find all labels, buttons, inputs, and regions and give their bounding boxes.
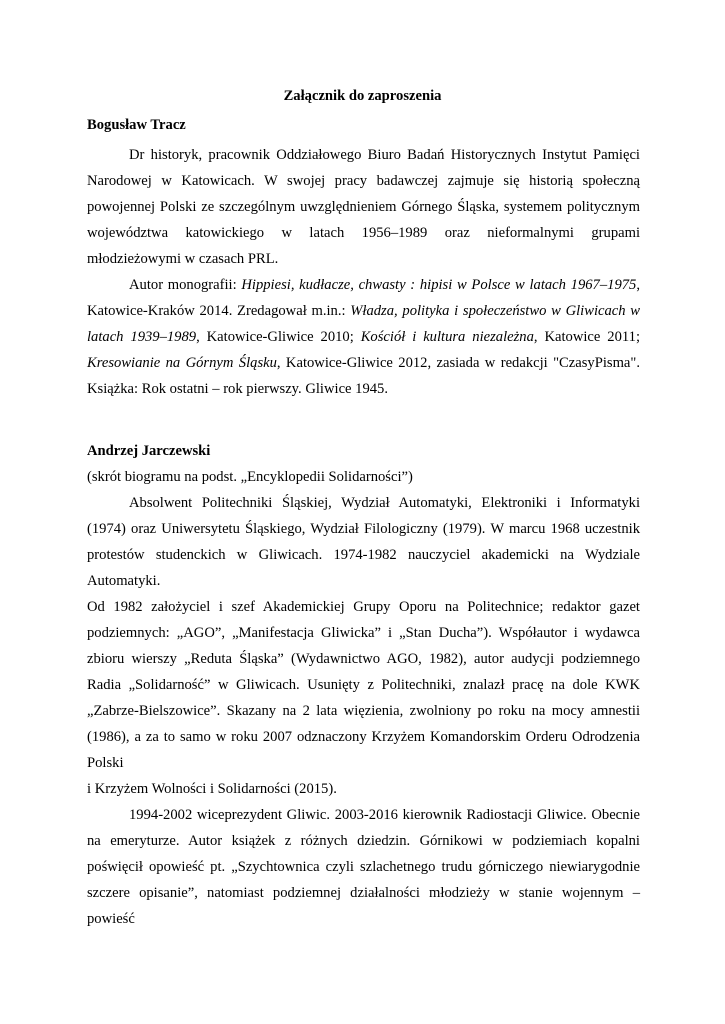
text-run: Autor monografii: [129,277,242,293]
document-title: Załącznik do zaproszenia [283,88,442,104]
bio-paragraph: Dr historyk, pracownik Oddziałowego Biuro Badań Historycznych Instytut Pamięci Narodowej w Katowicach. W swojej pracy badawczej zajmuje się historią społeczną powojennej Polski ze szczególnym uwzględnieniem Górnego Śląska, systemem politycznym województwa katowickiego w latach 1956–1989 oraz nieformalnymi grupami młodzieżowymi w czasach PRL. [87,147,640,267]
person-name: Bogusław Tracz [87,117,186,133]
bio-section-tracz [87,115,640,402]
source-note: (skrót biogramu na podst. „Encyklopedii Solidarności”) [87,469,413,485]
bio-paragraph: 1994-2002 wiceprezydent Gliwic. 2003-2016 kierownik Radiostacji Gliwice. Obecnie na emeryturze. Autor książek z różnych dziedzin. Górnikowi w podziemiach kopalni poświęcił opowieść pt. „Szychtownica czyli szlachetnego trudu górniczego niewiarygodnie szczere opisanie”, natomiast podziemnej działalności młodzieży w stanie wojennym – powieść [87,807,640,927]
book-title: Władza, polityka i społeczeństwo w Gliwicach w latach 1939–1989 [87,303,641,345]
bio-paragraph: Od 1982 założyciel i szef Akademickiej Grupy Oporu na Politechnice; redaktor gazet podziemnych: „AGO”, „Manifestacja Gliwicka” i „Stan Ducha”). Współautor i wydawca zbioru wierszy „Reduta Śląska” (Wydawnictwo AGO, 1982), autor audycji podziemnego Radia „Solidarność” w Gliwicach. Usunięty z Politechniki, znalazł pracę na dole KWK „Zabrze-Bielszowice”. Skazany na 2 lata więzienia, zwolniony po roku na mocy amnestii (1986), a za to samo w roku 2007 odznaczony Krzyżem Komandorskim Orderu Odrodzenia Polski [87,599,640,771]
bio-paragraph: Absolwent Politechniki Śląskiej, Wydział Automatyki, Elektroniki i Informatyki (1974) oraz Uniwersytetu Śląskiego, Wydział Filologiczny (1979). W marcu 1968 uczestnik protestów studenckich w Gliwicach. 1974-1982 nauczyciel akademicki na Wydziale Automatyki. [87,495,640,589]
text-run: , Katowice-Kraków 2014. Zredagował m.in.: [87,277,640,319]
text-run: , Katowice-Gliwice 2010; [196,329,361,345]
bio-section-jarczewski [87,441,640,932]
book-title: Kresowianie na Górnym Śląsku [87,355,277,371]
bio-paragraph: i Krzyżem Wolności i Solidarności (2015). [87,781,337,797]
book-title: Hippiesi, kudłacze, chwasty : hipisi w Polsce w latach 1967–1975 [241,277,637,293]
bio-paragraph [87,272,640,402]
text-run: , Katowice 2011; [533,329,640,345]
text-run: , Katowice-Gliwice 2012, zasiada w redakcji "CzasyPisma". Książka: Rok ostatni – rok pierwszy. Gliwice 1945. [87,355,641,397]
book-title: Kościół i kultura niezależna [360,329,534,345]
person-name: Andrzej Jarczewski [87,443,211,459]
